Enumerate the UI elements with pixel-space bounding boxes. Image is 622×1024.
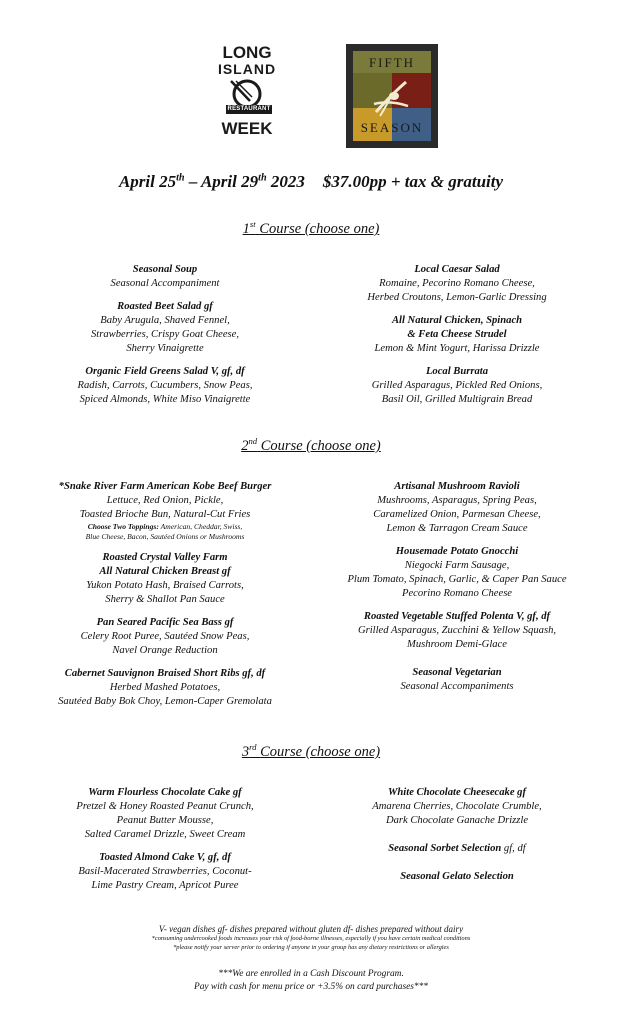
course-3-title	[0, 744, 622, 761]
date-start-suffix: th	[176, 172, 185, 184]
item-desc: Amarena Cherries, Chocolate Crumble,	[372, 801, 542, 812]
item-desc: Toasted Brioche Bun, Natural-Cut Fries	[79, 509, 251, 520]
item-name: Organic Field Greens Salad V, gf, df	[85, 366, 245, 377]
menu-item	[308, 786, 606, 828]
item-desc: Mushrooms, Asparagus, Spring Peas,	[377, 495, 537, 506]
item-desc: Basil-Macerated Strawberries, Coconut-	[78, 866, 252, 877]
menu-item	[22, 667, 308, 709]
course-2-right-column	[308, 480, 606, 703]
course-2-number: 2	[241, 438, 249, 454]
toppings-note	[22, 522, 308, 532]
logo-text-week: WEEK	[221, 119, 273, 138]
item-desc: Niegocki Farm Sausage,	[404, 560, 510, 571]
course-1-title	[0, 221, 622, 238]
item-name: Roasted Vegetable Stuffed Polenta V, gf, df	[363, 611, 551, 622]
item-desc: Grilled Asparagus, Pickled Red Onions,	[371, 380, 543, 391]
item-desc: Peanut Butter Mousse,	[116, 815, 214, 826]
item-name: *Snake River Farm American Kobe Beef Burger	[58, 481, 272, 492]
menu-item	[308, 263, 606, 305]
date-end: – April 29	[188, 172, 259, 191]
price: $37.00pp + tax & gratuity	[322, 172, 504, 191]
item-desc: Salted Caramel Drizzle, Sweet Cream	[84, 829, 246, 840]
item-name: Roasted Crystal Valley Farm	[102, 552, 228, 563]
item-title-row	[308, 842, 606, 856]
item-name: White Chocolate Cheesecake gf	[388, 787, 526, 798]
course-2-suffix: nd	[248, 436, 258, 447]
allergy-note: *please notify your server prior to ordering if anyone in your group has any dietary restrictions or allergies	[173, 943, 449, 951]
course-1-number: 1	[242, 221, 250, 237]
menu-item	[22, 616, 308, 658]
item-desc: Strawberries, Crispy Goat Cheese,	[90, 329, 239, 340]
course-1-label: Course (choose one)	[259, 221, 380, 237]
menu-item	[308, 610, 606, 652]
menu-item	[308, 666, 606, 694]
item-name: Pan Seared Pacific Sea Bass gf	[96, 617, 234, 628]
legend-text: V- vegan dishes gf- dishes prepared without gluten df- dishes prepared without dairy	[158, 924, 464, 934]
item-desc: Romaine, Pecorino Romano Cheese,	[379, 278, 535, 289]
menu-item	[308, 545, 606, 601]
date-start: April 25	[118, 172, 177, 191]
item-desc: Mushroom Demi-Glace	[407, 639, 507, 650]
item-desc: Herbed Croutons, Lemon-Garlic Dressing	[367, 292, 547, 303]
item-desc: Celery Root Puree, Sautéed Snow Peas,	[80, 631, 250, 642]
fifth-season-logo	[346, 44, 438, 148]
item-name: Housemade Potato Gnocchi	[395, 546, 519, 557]
item-name: Seasonal Gelato Selection	[400, 871, 514, 882]
item-desc: Navel Orange Reduction	[112, 645, 218, 656]
menu-item	[22, 300, 308, 356]
item-desc: Yukon Potato Hash, Braised Carrots,	[86, 580, 244, 591]
date-end-suffix: th	[258, 172, 267, 184]
course-3-label: Course (choose one)	[260, 744, 381, 760]
menu-item	[22, 851, 308, 893]
menu-item	[22, 480, 308, 542]
item-name: Seasonal Soup	[132, 264, 198, 275]
menu-item	[22, 786, 308, 842]
menu-item	[22, 263, 308, 291]
menu-item	[308, 480, 606, 536]
item-desc: Sautéed Baby Bok Choy, Lemon-Caper Gremolata	[58, 696, 272, 707]
item-desc: Lemon & Mint Yogurt, Harissa Drizzle	[374, 343, 540, 354]
menu-item	[308, 314, 606, 356]
item-desc: Pecorino Romano Cheese	[401, 588, 513, 599]
item-desc: Sherry Vinaigrette	[126, 343, 204, 354]
cash-line-2: Pay with cash for menu price or +3.5% on card purchases***	[194, 982, 428, 992]
item-desc: Basil Oil, Grilled Multigrain Bread	[381, 394, 533, 405]
item-name-2: & Feta Cheese Strudel	[407, 329, 507, 340]
item-desc: Pretzel & Honey Roasted Peanut Crunch,	[76, 801, 254, 812]
logo-bar	[0, 44, 622, 150]
item-name: Artisanal Mushroom Ravioli	[394, 481, 520, 492]
logo-text-long: LONG	[222, 43, 272, 62]
item-desc: Sherry & Shallot Pan Sauce	[105, 594, 225, 605]
health-warning: *consuming undercooked foods increases your risk of food-borne illnesses, especially if you have certain medical conditions	[151, 935, 471, 942]
item-desc: Lemon & Tarragon Cream Sauce	[386, 523, 528, 534]
logo-text-season: SEASON	[360, 120, 424, 135]
item-name: Seasonal Vegetarian	[412, 667, 502, 678]
course-1-right-column	[308, 263, 606, 416]
toppings-note-2	[22, 532, 308, 542]
item-desc: Spiced Almonds, White Miso Vinaigrette	[79, 394, 251, 405]
course-1-left-column	[22, 263, 308, 416]
toppings-text: American, Cheddar, Swiss,	[158, 522, 243, 531]
item-name: Local Burrata	[425, 366, 489, 377]
item-desc: Radish, Carrots, Cucumbers, Snow Peas,	[77, 380, 253, 391]
menu-item	[22, 551, 308, 607]
item-name: Local Caesar Salad	[414, 264, 500, 275]
menu-item	[308, 870, 606, 884]
item-name-2: All Natural Chicken Breast gf	[99, 566, 231, 577]
toppings-text-2: Blue Cheese, Bacon, Sautéed Onions or Mushrooms	[85, 532, 245, 541]
item-name: Roasted Beet Salad gf	[117, 301, 213, 312]
plate-fork-icon	[206, 79, 288, 119]
item-name: Seasonal Sorbet Selection	[388, 843, 502, 854]
item-name: All Natural Chicken, Spinach	[391, 315, 523, 326]
long-island-restaurant-week-logo	[206, 44, 288, 137]
menu-item	[308, 842, 606, 856]
logo-text-island: ISLAND	[217, 61, 277, 77]
course-3-number: 3	[241, 744, 250, 760]
course-2-label: Course (choose one)	[260, 438, 381, 454]
course-1-suffix: st	[249, 219, 256, 230]
item-dietary: gf, df	[501, 843, 526, 854]
item-desc: Dark Chocolate Ganache Drizzle	[385, 815, 529, 826]
item-desc: Lettuce, Red Onion, Pickle,	[106, 495, 224, 506]
item-name: Toasted Almond Cake V, gf, df	[99, 852, 231, 863]
course-2-left-column	[22, 480, 308, 718]
course-3-left-column	[22, 786, 308, 902]
menu-item	[22, 365, 308, 407]
item-desc: Grilled Asparagus, Zucchini & Yellow Squash,	[357, 625, 557, 636]
date-price-heading	[0, 172, 622, 192]
course-2-title	[0, 438, 622, 455]
logo-text-fifth: FIFTH	[368, 55, 416, 70]
item-desc: Herbed Mashed Potatoes,	[109, 682, 221, 693]
item-desc: Baby Arugula, Shaved Fennel,	[100, 315, 230, 326]
course-3-suffix: rd	[249, 742, 257, 753]
item-name: Warm Flourless Chocolate Cake gf	[88, 787, 242, 798]
cash-discount-note	[0, 968, 622, 994]
toppings-label: Choose Two Toppings:	[87, 522, 159, 531]
item-desc: Caramelized Onion, Parmesan Cheese,	[373, 509, 541, 520]
item-desc: Plum Tomato, Spinach, Garlic, & Caper Pan Sauce	[347, 574, 567, 585]
item-desc: Seasonal Accompaniments	[400, 681, 514, 692]
cash-line-1: ***We are enrolled in a Cash Discount Program.	[218, 969, 404, 979]
item-desc: Seasonal Accompaniment	[110, 278, 220, 289]
year: 2023	[270, 172, 305, 191]
menu-item	[308, 365, 606, 407]
dietary-legend	[0, 923, 622, 952]
item-name: Cabernet Sauvignon Braised Short Ribs gf, df	[64, 668, 266, 679]
logo-band-restaurant: RESTAURANT	[227, 106, 271, 112]
course-3-right-column	[308, 786, 606, 893]
item-desc: Lime Pastry Cream, Apricot Puree	[91, 880, 239, 891]
